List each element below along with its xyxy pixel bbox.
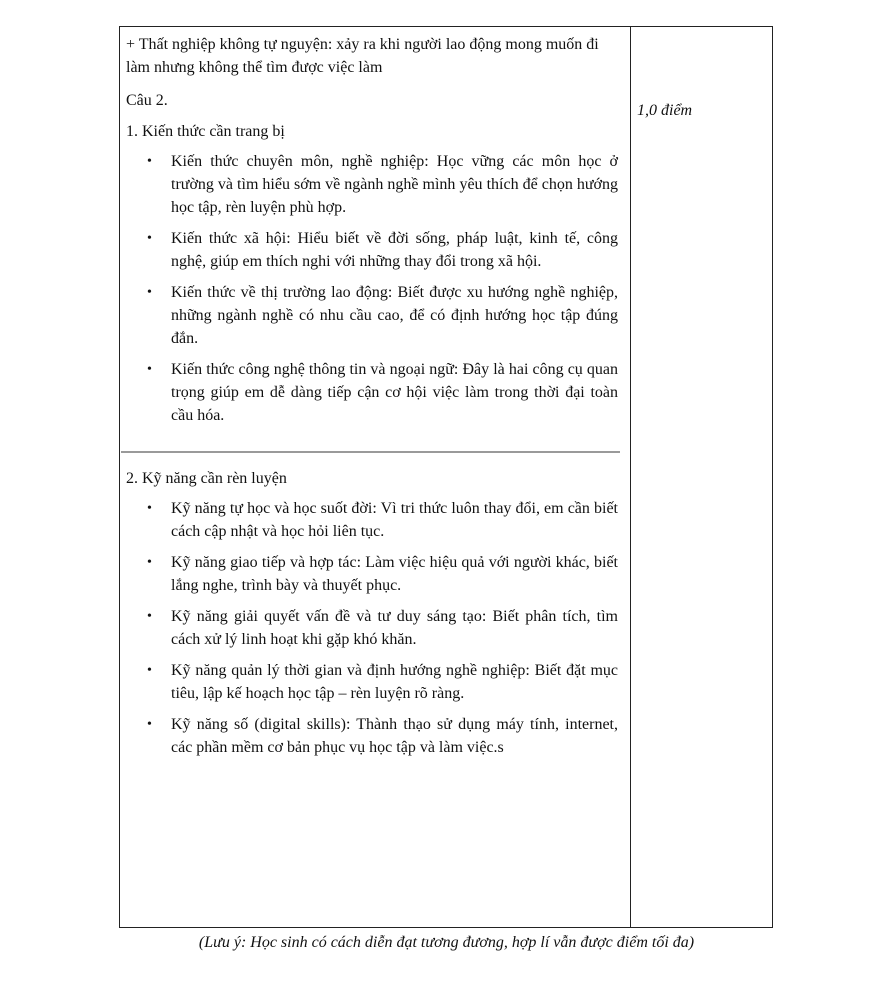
bullet-icon: •: [147, 555, 152, 570]
intro-paragraph: + Thất nghiệp không tự nguyện: xảy ra khi người lao động mong muốn đi làm nhưng không thể tìm được việc làm: [126, 36, 599, 76]
list-item-text: Kiến thức công nghệ thông tin và ngoại ngữ: Đây là hai công cụ quan trọng giúp em dễ dàng tiếp cận cơ hội việc làm trong thời đại toàn cầu hóa.: [171, 361, 618, 424]
bullet-icon: •: [147, 663, 152, 678]
list-item: [126, 605, 622, 651]
list-item-text: Kiến thức chuyên môn, nghề nghiệp: Học vững các môn học ở trường và tìm hiểu sớm về ngành nghề mình yêu thích để chọn hướng học tập, rèn luyện phù hợp.: [171, 153, 618, 216]
list-item-text: Kỹ năng giải quyết vấn đề và tư duy sáng tạo: Biết phân tích, tìm cách xử lý linh hoạt khi gặp khó khăn.: [171, 608, 618, 648]
score-label: 1,0 điểm: [637, 102, 693, 119]
list-item: [126, 551, 622, 597]
list-item: [126, 497, 622, 543]
bullet-icon: •: [147, 154, 152, 169]
section1-list: [126, 150, 622, 427]
section2-list: [126, 497, 622, 759]
list-item: [126, 713, 622, 759]
list-item-text: Kỹ năng tự học và học suốt đời: Vì tri thức luôn thay đổi, em cần biết cách cập nhật và học hỏi liên tục.: [171, 500, 618, 540]
bullet-icon: •: [147, 609, 152, 624]
bullet-icon: •: [147, 285, 152, 300]
section2-title: 2. Kỹ năng cần rèn luyện: [126, 470, 287, 487]
section1-title: 1. Kiến thức cần trang bị: [126, 123, 285, 140]
bullet-icon: •: [147, 717, 152, 732]
bullet-icon: •: [147, 362, 152, 377]
list-item-text: Kiến thức về thị trường lao động: Biết được xu hướng nghề nghiệp, những ngành nghề có nhu cầu cao, để có định hướng học tập đúng đắn.: [171, 284, 618, 347]
list-item: [126, 227, 622, 273]
footer-note: (Lưu ý: Học sinh có cách diễn đạt tương đương, hợp lí vẫn được điểm tối đa): [198, 934, 695, 951]
list-item: [126, 150, 622, 219]
answer-table: [119, 26, 773, 928]
list-item-text: Kỹ năng số (digital skills): Thành thạo sử dụng máy tính, internet, các phần mềm cơ bản phục vụ học tập và làm việc.s: [171, 716, 618, 756]
bullet-icon: •: [147, 501, 152, 516]
list-item-text: Kỹ năng giao tiếp và hợp tác: Làm việc hiệu quả với người khác, biết lắng nghe, trình bày và thuyết phục.: [171, 554, 618, 594]
list-item: [126, 358, 622, 427]
column-divider: [630, 27, 631, 927]
question-title: Câu 2.: [126, 92, 168, 109]
bullet-icon: •: [147, 231, 152, 246]
score-cell: [637, 99, 767, 122]
list-item: [126, 659, 622, 705]
list-item: [126, 281, 622, 350]
answer-content-cell: [126, 33, 622, 767]
list-item-text: Kỹ năng quản lý thời gian và định hướng nghề nghiệp: Biết đặt mục tiêu, lập kế hoạch học tập – rèn luyện rõ ràng.: [171, 662, 618, 702]
list-item-text: Kiến thức xã hội: Hiểu biết về đời sống, pháp luật, kinh tế, công nghệ, giúp em thích nghi với những thay đổi trong xã hội.: [171, 230, 618, 270]
horizontal-divider: [121, 451, 620, 453]
